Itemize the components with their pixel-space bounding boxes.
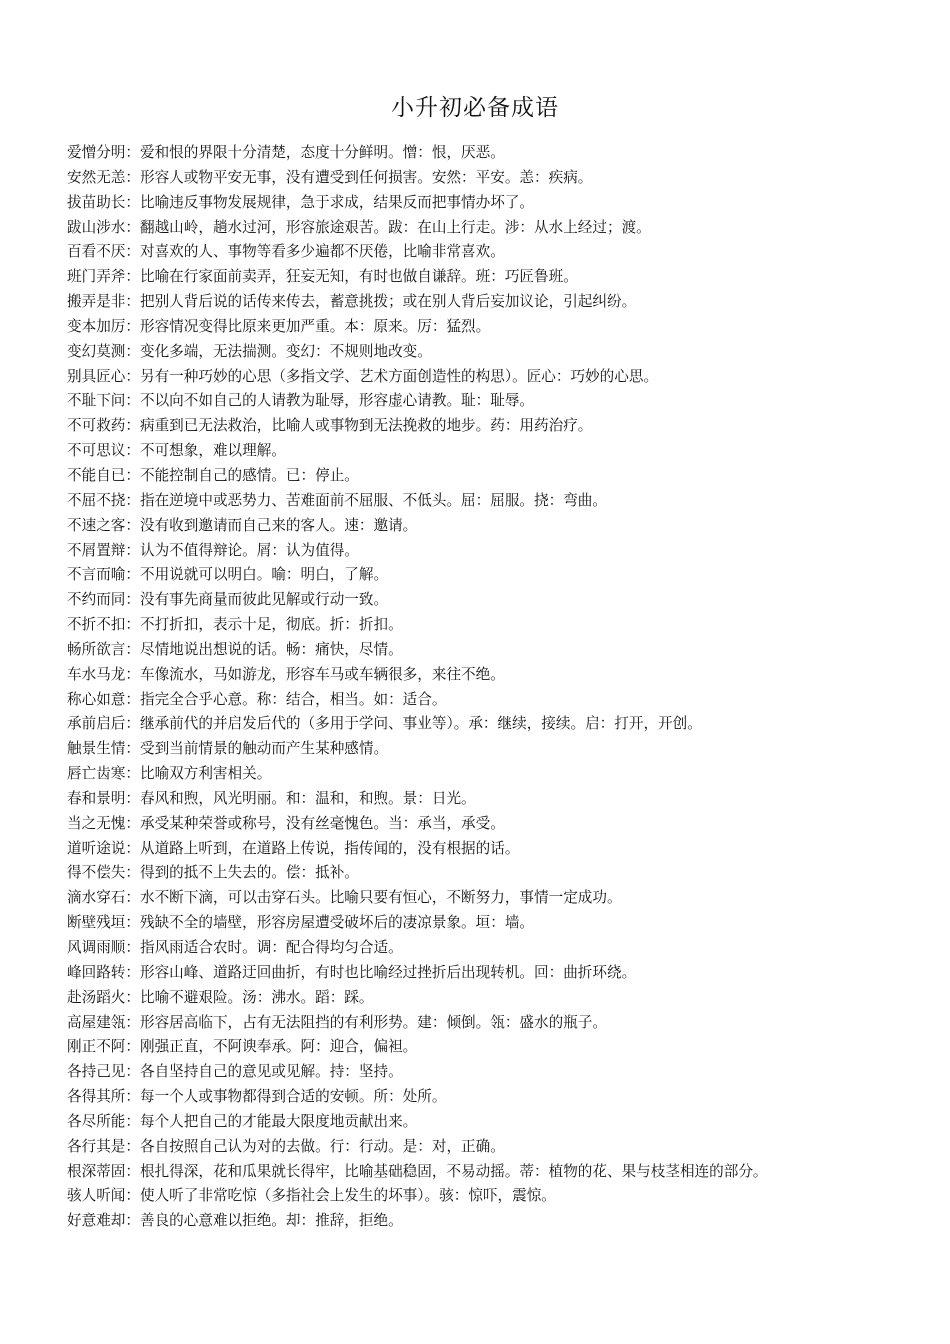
idiom-entry: 跋山涉水：翻越山岭，趟水过河，形容旅途艰苦。跋：在山上行走。涉：从水上经过；渡。 [67, 218, 651, 236]
idiom-entry: 各持己见：各自坚持自己的意见或见解。持：坚持。 [67, 1063, 403, 1081]
idiom-entry: 得不偿失：得到的抵不上失去的。偿：抵补。 [67, 864, 359, 882]
idiom-entry: 骇人听闻：使人听了非常吃惊（多指社会上发生的坏事）。骇：惊吓，震惊。 [67, 1187, 556, 1205]
idiom-entry: 赴汤蹈火：比喻不避艰险。汤：沸水。蹈：踩。 [67, 988, 374, 1006]
idiom-entry: 车水马龙：车像流水，马如游龙，形容车马或车辆很多，来往不绝。 [67, 665, 505, 683]
idiom-entry: 变幻莫测：变化多端，无法揣测。变幻：不规则地改变。 [67, 342, 432, 360]
idiom-entry: 不速之客：没有收到邀请而自己来的客人。速：邀请。 [67, 516, 418, 534]
idiom-entry: 滴水穿石：水不断下滴，可以击穿石头。比喻只要有恒心，不断努力，事情一定成功。 [67, 889, 622, 907]
idiom-entry: 变本加厉：形容情况变得比原来更加严重。本：原来。厉：猛烈。 [67, 317, 491, 335]
idiom-entry: 不约而同：没有事先商量而彼此见解或行动一致。 [67, 591, 389, 609]
idiom-entry: 班门弄斧：比喻在行家面前卖弄，狂妄无知，有时也做自谦辞。班：巧匠鲁班。 [67, 268, 578, 286]
idiom-entry: 各得其所：每一个人或事物都得到合适的安顿。所：处所。 [67, 1088, 447, 1106]
idiom-entry: 不可思议：不可想象，难以理解。 [67, 442, 286, 460]
idiom-entry: 当之无愧：承受某种荣誉或称号，没有丝毫愧色。当：承当，承受。 [67, 814, 505, 832]
idiom-entry: 断壁残垣：残缺不全的墙壁，形容房屋遭受破坏后的凄凉景象。垣：墙。 [67, 914, 535, 932]
idiom-entry: 刚正不阿：刚强正直，不阿谀奉承。阿：迎合，偏袒。 [67, 1038, 418, 1056]
idiom-entry: 各行其是：各自按照自己认为对的去做。行：行动。是：对，正确。 [67, 1137, 505, 1155]
idiom-entry: 称心如意：指完全合乎心意。称：结合，相当。如：适合。 [67, 690, 447, 708]
idiom-entry: 道听途说：从道路上听到，在道路上传说，指传闻的，没有根据的话。 [67, 839, 520, 857]
idiom-entry: 搬弄是非：把别人背后说的话传来传去，蓄意挑拨；或在别人背后妄加议论，引起纠纷。 [67, 293, 637, 311]
idiom-entry: 承前启后：继承前代的并启发后代的（多用于学问、事业等）。承：继续，接续。启：打开，开创。 [67, 715, 702, 733]
idiom-list [67, 141, 927, 1234]
idiom-entry: 各尽所能：每个人把自己的才能最大限度地贡献出来。 [67, 1112, 418, 1130]
idiom-entry: 不能自已：不能控制自己的感情。已：停止。 [67, 466, 359, 484]
idiom-entry: 不屑置辩：认为不值得辩论。屑：认为值得。 [67, 541, 359, 559]
idiom-entry: 不可救药：病重到已无法救治，比喻人或事物到无法挽救的地步。药：用药治疗。 [67, 417, 593, 435]
idiom-entry: 畅所欲言：尽情地说出想说的话。畅：痛快，尽情。 [67, 640, 403, 658]
idiom-entry: 拔苗助长：比喻违反事物发展规律，急于求成，结果反而把事情办坏了。 [67, 193, 535, 211]
idiom-entry: 不言而喻：不用说就可以明白。喻：明白，了解。 [67, 566, 389, 584]
idiom-entry: 爱憎分明：爱和恨的界限十分清楚，态度十分鲜明。憎：恨，厌恶。 [67, 144, 505, 161]
document-title: 小升初必备成语 [391, 95, 559, 121]
idiom-entry: 不折不扣：不打折扣，表示十足，彻底。折：折扣。 [67, 616, 403, 634]
idiom-entry: 峰回路转：形容山峰、道路迂回曲折，有时也比喻经过挫折后出现转机。回：曲折环绕。 [67, 963, 637, 981]
idiom-entry: 好意难却：善良的心意难以拒绝。却：推辞，拒绝。 [67, 1212, 403, 1230]
idiom-entry: 百看不厌：对喜欢的人、事物等看多少遍都不厌倦，比喻非常喜欢。 [67, 243, 505, 261]
idiom-entry: 唇亡齿寒：比喻双方利害相关。 [67, 765, 272, 783]
idiom-entry: 别具匠心：另有一种巧妙的心思（多指文学、艺术方面创造性的构思）。匠心：巧妙的心思。 [67, 367, 659, 385]
idiom-entry: 不屈不挠：指在逆境中或恶势力、苦难面前不屈服、不低头。屈：屈服。挠：弯曲。 [67, 491, 607, 509]
idiom-entry: 安然无恙：形容人或物平安无事，没有遭受到任何损害。安然：平安。恙：疾病。 [67, 168, 593, 186]
idiom-entry: 春和景明：春风和煦，风光明丽。和：温和，和煦。景：日光。 [67, 789, 476, 807]
idiom-entry: 根深蒂固：根扎得深，花和瓜果就长得牢，比喻基础稳固，不易动摇。蒂：植物的花、果与枝茎相连的部分。 [67, 1162, 768, 1180]
idiom-entry: 高屋建瓴：形容居高临下，占有无法阻挡的有利形势。建：倾倒。瓴：盛水的瓶子。 [67, 1013, 607, 1031]
idiom-entry: 触景生情：受到当前情景的触动而产生某种感情。 [67, 740, 389, 758]
idiom-entry: 风调雨顺：指风雨适合农时。调：配合得均匀合适。 [67, 939, 403, 956]
idiom-entry: 不耻下问：不以向不如自己的人请教为耻辱，形容虚心请教。耻：耻辱。 [67, 392, 535, 410]
